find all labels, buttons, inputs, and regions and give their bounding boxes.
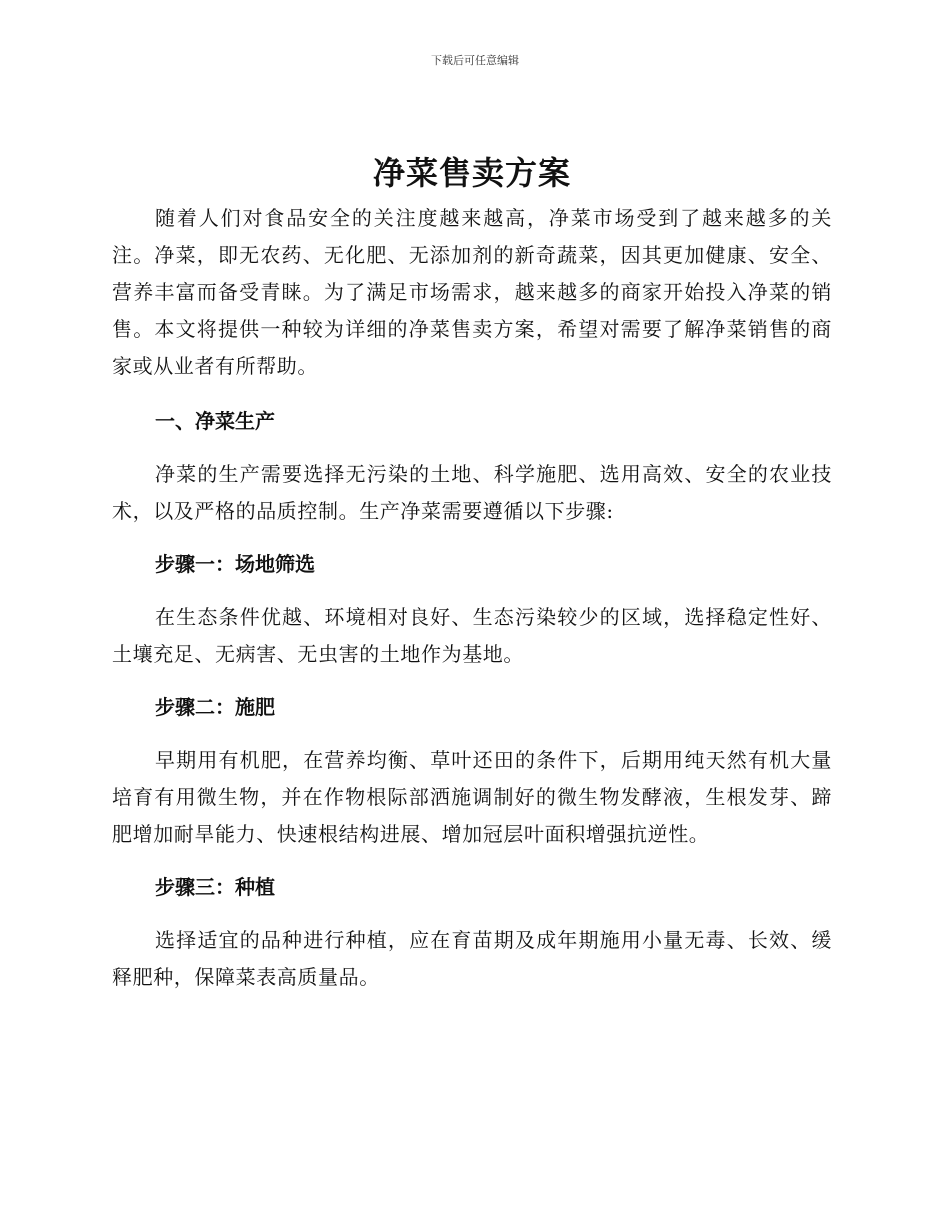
- section-heading-production: 一、净菜生产: [155, 409, 275, 433]
- spacer: [112, 853, 832, 869]
- step3-heading: 步骤三：种植: [155, 875, 275, 899]
- intro-paragraph: 随着人们对食品安全的关注度越来越高，净菜市场受到了越来越多的关注。净菜，即无农药、无化肥、无添加剂的新奇蔬菜，因其更加健康、安全、营养丰富而备受青睐。为了满足市场需求，越来越多的商家开始投入净菜的销售。本文将提供一种较为详细的净菜售卖方案，希望对需要了解净菜销售的商家或从业者有所帮助。: [112, 206, 832, 378]
- spacer: [112, 906, 832, 922]
- document-title: 净菜售卖方案: [372, 154, 571, 192]
- spacer: [112, 583, 832, 599]
- spacer: [112, 385, 832, 403]
- spacer: [112, 530, 832, 546]
- spacer: [112, 440, 832, 456]
- step1-paragraph: 在生态条件优越、环境相对良好、生态污染较少的区域，选择稳定性好、土壤充足、无病害、无虫害的土地作为基地。: [112, 605, 832, 666]
- step2-heading: 步骤二：施肥: [155, 695, 275, 719]
- spacer: [112, 726, 832, 742]
- production-paragraph: 净菜的生产需要选择无污染的土地、科学施肥、选用高效、安全的农业技术，以及严格的品质控制。生产净菜需要遵循以下步骤:: [112, 462, 832, 523]
- step1-heading: 步骤一：场地筛选: [155, 552, 315, 576]
- document-body: [112, 146, 832, 996]
- spacer: [112, 673, 832, 689]
- step3-paragraph: 选择适宜的品种进行种植，应在育苗期及成年期施用小量无毒、长效、缓释肥种，保障菜表高质量品。: [112, 928, 832, 989]
- step2-paragraph: 早期用有机肥，在营养均衡、草叶还田的条件下，后期用纯天然有机大量培育有用微生物，并在作物根际部洒施调制好的微生物发酵液，生根发芽、蹄肥增加耐旱能力、快速根结构进展、增加冠层叶面积增强抗逆性。: [112, 748, 832, 846]
- page-header: 下载后可任意编辑: [431, 54, 519, 67]
